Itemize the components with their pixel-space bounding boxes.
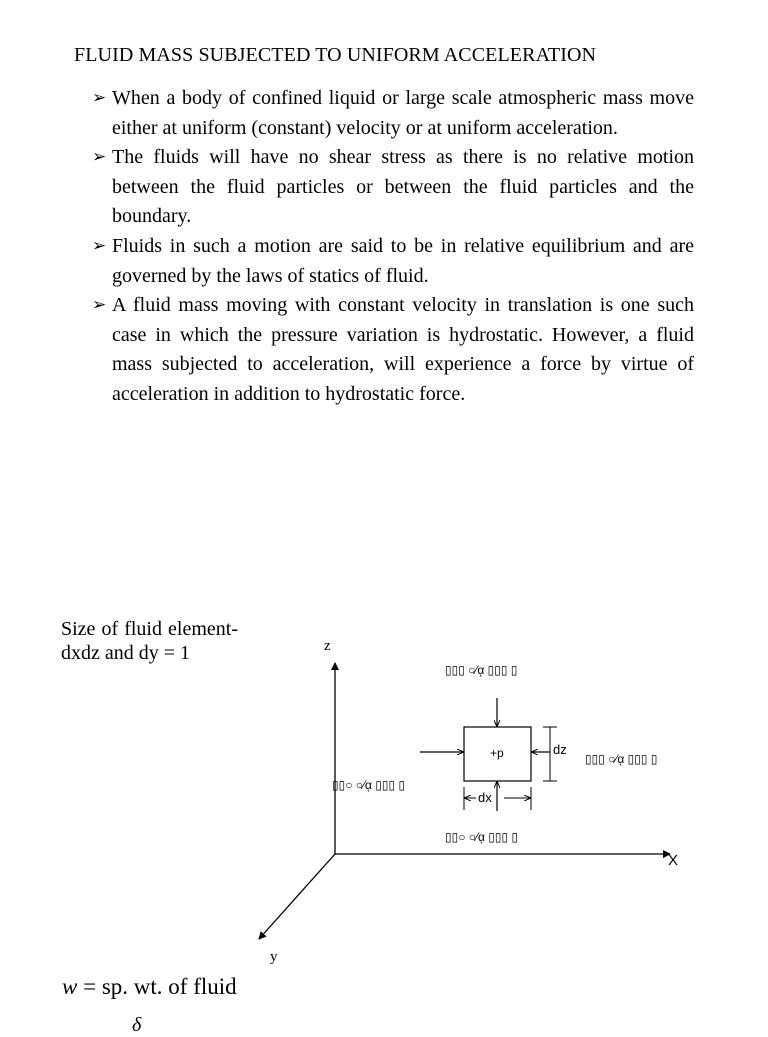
z-axis-label: z [324, 638, 331, 654]
bullet-list [92, 84, 694, 410]
pressure-label: +p [490, 746, 504, 760]
side-note: Size of fluid element-dxdz and dy = 1 [61, 618, 238, 664]
arrow-bullet-icon: ➢ [92, 88, 107, 108]
formula-variable: w [62, 974, 78, 999]
formula-fragment: δ [132, 1014, 142, 1036]
arrow-bullet-icon: ➢ [92, 295, 107, 316]
y-axis [259, 854, 335, 939]
list-item [92, 84, 694, 143]
top-pressure-expression: ▯▯▯ ○⁄ᾳ ▯▯▯ ▯ [445, 663, 518, 677]
x-axis-label: X [668, 852, 679, 869]
dz-label: dz [553, 742, 567, 757]
list-item [92, 143, 694, 232]
fluid-element-diagram [250, 630, 720, 970]
bottom-pressure-expression: ▯▯○ ○⁄ᾳ ▯▯▯ ▯ [445, 830, 519, 844]
bullet-text: When a body of confined liquid or large scale atmospheric mass move either at uniform (constant) velocity or at uniform acceleration. [112, 87, 694, 139]
right-pressure-expression: ▯▯▯ ○⁄ᾳ ▯▯▯ ▯ [585, 752, 658, 766]
specific-weight-formula [62, 974, 237, 1000]
dx-label: dx [478, 790, 492, 805]
list-item [92, 232, 694, 291]
list-item [92, 291, 694, 409]
formula-equals: = [83, 974, 97, 999]
bullet-text: Fluids in such a motion are said to be in relative equilibrium and are governed by the laws of statics of fluid. [112, 234, 694, 287]
bullet-text: The fluids will have no shear stress as there is no relative motion between the fluid particles or between the fluid particles and the boundary. [112, 146, 694, 228]
left-pressure-expression: ▯▯○ ○⁄ᾳ ▯▯▯ ▯ [332, 778, 406, 792]
y-axis-label: y [270, 949, 278, 965]
bullet-text: A fluid mass moving with constant velocity in translation is one such case in which the pressure variation is hydrostatic. However, a fluid mass subjected to acceleration, will experience a force by virtue of acceleration in addition to hydrostatic force. [112, 294, 694, 405]
arrow-bullet-icon: ➢ [92, 235, 107, 256]
arrow-bullet-icon: ➢ [92, 147, 107, 168]
formula-definition: sp. wt. of fluid [101, 974, 237, 999]
page-title: FLUID MASS SUBJECTED TO UNIFORM ACCELERATION [74, 44, 597, 66]
